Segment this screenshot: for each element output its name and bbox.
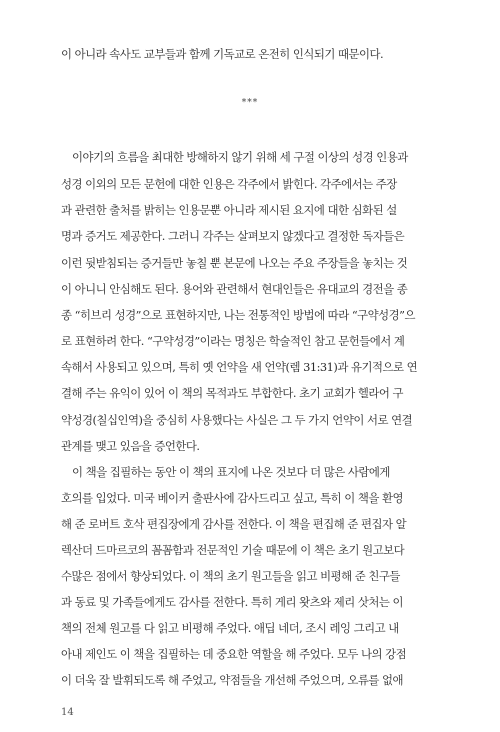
text-line: 결해 주는 유익이 있어 이 책의 목적과도 부합한다. 초기 교회가 헬라어 구 [61, 386, 404, 400]
text-line: 이런 뒷받침되는 증거들만 놓칠 뿐 본문에 나오는 주요 주장들을 놓치는 것 [61, 256, 408, 270]
text-line: 명과 증거도 제공한다. 그러니 각주는 살펴보지 않겠다고 결정한 독자들은 [61, 229, 405, 243]
text-line: 이 책을 집필하는 동안 이 책의 표지에 나온 것보다 더 많은 사람에게 [72, 465, 390, 479]
text-line: 속해서 사용되고 있으며, 특히 옛 언약을 새 언약(렘 31:31)과 유기적으로 연 [61, 360, 418, 374]
text-line: 관계를 맺고 있음을 증언한다. [61, 439, 200, 453]
text-line: 성경 이외의 모든 문헌에 대한 인용은 각주에서 밝힌다. 각주에서는 주장 [61, 177, 397, 191]
text-line: 이야기의 흐름을 최대한 방해하지 않기 위해 세 구절 이상의 성경 인용과 [72, 150, 408, 164]
text-line: 이 더욱 잘 발휘되도록 해 주었고, 약점들을 개선해 주었으며, 오류를 없애 [61, 673, 404, 687]
text-line: 과 관련한 출처를 밝히는 인용문뿐 아니라 제시된 요지에 대한 심화된 설 [61, 203, 397, 217]
text-line: 수많은 점에서 향상되었다. 이 책의 초기 원고들을 읽고 비평해 준 친구들 [61, 569, 400, 583]
text-line: 과 동료 및 가족들에게도 감사를 전한다. 특히 게리 왓츠와 제리 삿처는 이 [61, 595, 404, 609]
page-number: 14 [61, 707, 74, 718]
text-line: 로 표현하려 한다. “구약성경”이라는 명칭은 학술적인 참고 문헌들에서 계 [61, 334, 405, 348]
text-line: 아내 제인도 이 책을 집필하는 데 중요한 역할을 해 주었다. 모두 나의 강점 [61, 647, 407, 661]
text-line: 책의 전체 원고를 다 읽고 비평해 주었다. 애딥 네더, 조시 레잉 그리고 내 [61, 621, 399, 635]
text-line: 호의를 입었다. 미국 베이커 출판사에 감사드리고 싶고, 특히 이 책을 환영 [61, 491, 404, 505]
carryover-line: 이 아니라 속사도 교부들과 함께 기독교로 온전히 인식되기 때문이다. [61, 47, 384, 61]
text-line: 해 준 로버트 호삭 편집장에게 감사를 전한다. 이 책을 편집해 준 편집자 알 [61, 517, 407, 531]
text-line: 이 아니니 안심해도 된다. 용어와 관련해서 현대인들은 유대교의 경전을 종 [61, 282, 408, 296]
text-line: 종 “히브리 성경”으로 표현하지만, 나는 전통적인 방법에 따라 “구약성경”으 [61, 308, 415, 322]
text-line: 약성경(칠십인역)을 중심히 사용했다는 사실은 그 두 가지 언약이 서로 연결 [61, 413, 413, 427]
text-line: 렉산더 드마르코의 꼼꼼함과 전문적인 기술 때문에 이 책은 초기 원고보다 [61, 543, 405, 557]
section-divider: *** [241, 98, 259, 108]
